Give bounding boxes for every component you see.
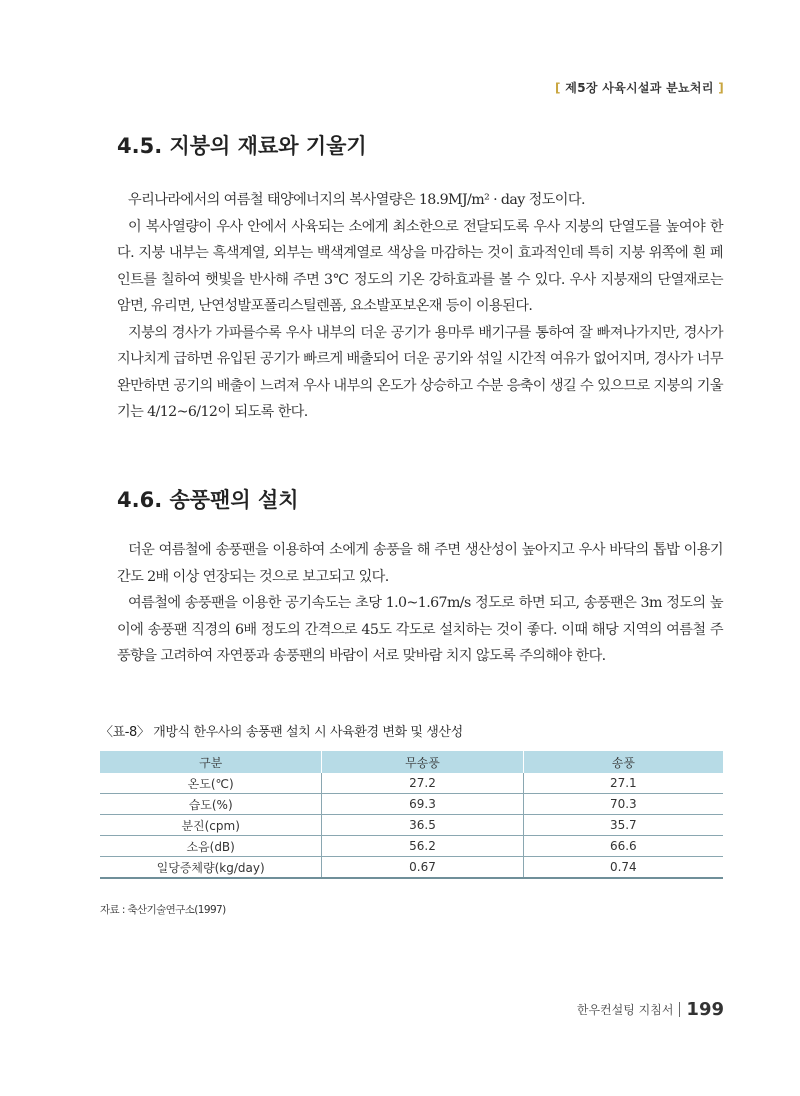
table-cell: 분진(cpm) [100,815,322,836]
table-row [100,857,723,879]
footer-divider [679,1002,680,1017]
table-cell: 27.2 [322,773,523,794]
table-row [100,815,723,836]
table-cell: 소음(dB) [100,836,322,857]
table-cell: 35.7 [523,815,723,836]
table-cell: 56.2 [322,836,523,857]
table-row [100,836,723,857]
table-cell: 36.5 [322,815,523,836]
section-4-6-body [117,537,723,670]
table-cell: 70.3 [523,794,723,815]
table-cell: 69.3 [322,794,523,815]
table-cell: 온도(℃) [100,773,322,794]
paragraph: 더운 여름철에 송풍팬을 이용하여 소에게 송풍을 해 주면 생산성이 높아지고 우사 바닥의 톱밥 이용기간도 2배 이상 연장되는 것으로 보고되고 있다. [117,542,723,585]
table-row [100,794,723,815]
table-row [100,773,723,794]
paragraph: 우리나라에서의 여름철 태양에너지의 복사열량은 18.9MJ/m² · day 정도이다. [128,192,585,208]
header-bracket-close: ] [718,81,724,95]
table-cell: 0.74 [523,857,723,879]
table-header-cell: 구분 [100,751,322,773]
table-cell: 27.1 [523,773,723,794]
table-cell: 습도(%) [100,794,322,815]
section-title-4-6: 4.6. 송풍팬의 설치 [117,488,299,512]
chapter-header [555,79,724,96]
table-cell: 일당증체량(kg/day) [100,857,322,879]
table-header-row [100,751,723,773]
paragraph: 여름철에 송풍팬을 이용한 공기속도는 초당 1.0~1.67m/s 정도로 하면 되고, 송풍팬은 3m 정도의 높이에 송풍팬 직경의 6배 정도의 간격으로 45도 각도로 설치하는 것이 좋다. 이때 해당 지역의 여름철 주풍향을 고려하여 자연풍과 송풍팬의 바람이 서로 맞바람 치지 않도록 주의해야 한다. [117,595,723,664]
section-title-4-5: 4.5. 지붕의 재료와 기울기 [117,134,367,158]
table-caption: 〈표-8〉 개방식 한우사의 송풍팬 설치 시 사육환경 변화 및 생산성 [100,725,463,740]
paragraph: 이 복사열량이 우사 안에서 사육되는 소에게 최소한으로 전달되도록 우사 지붕의 단열도를 높여야 한다. 지붕 내부는 흑색계열, 외부는 백색계열로 색상을 마감하는 것이 효과적인데 특히 지붕 위쪽에 흰 페인트를 칠하여 햇빛을 반사해 주면 3℃ 정도의 기온 강하효과를 볼 수 있다. 우사 지붕재의 단열재로는 암면, 유리면, 난연성발포폴리스틸렌폼, 요소발포보온재 등이 이용된다. [117,218,723,314]
table-header-cell: 무송풍 [322,751,523,773]
table-source-note: 자료 : 축산기술연구소(1997) [100,904,226,916]
table-header-cell: 송풍 [523,751,723,773]
table-cell: 66.6 [523,836,723,857]
header-bracket-open: [ [555,81,561,95]
chapter-title: 제5장 사육시설과 분뇨처리 [565,81,714,95]
section-4-5-body [117,187,723,426]
page-footer [577,999,724,1020]
footer-book-title: 한우컨설팅 지침서 [576,1003,674,1017]
page-number: 199 [686,999,724,1020]
data-table [100,751,723,879]
paragraph: 지붕의 경사가 가파를수록 우사 내부의 더운 공기가 용마루 배기구를 통하여 잘 빠져나가지만, 경사가 지나치게 급하면 유입된 공기가 빠르게 배출되어 더운 공기와 섞일 시간적 여유가 없어지며, 경사가 너무 완만하면 공기의 배출이 느려져 우사 내부의 온도가 상승하고 수분 응축이 생길 수 있으므로 지붕의 기울기는 4/12~6/12이 되도록 한다. [117,324,723,420]
table-cell: 0.67 [322,857,523,879]
